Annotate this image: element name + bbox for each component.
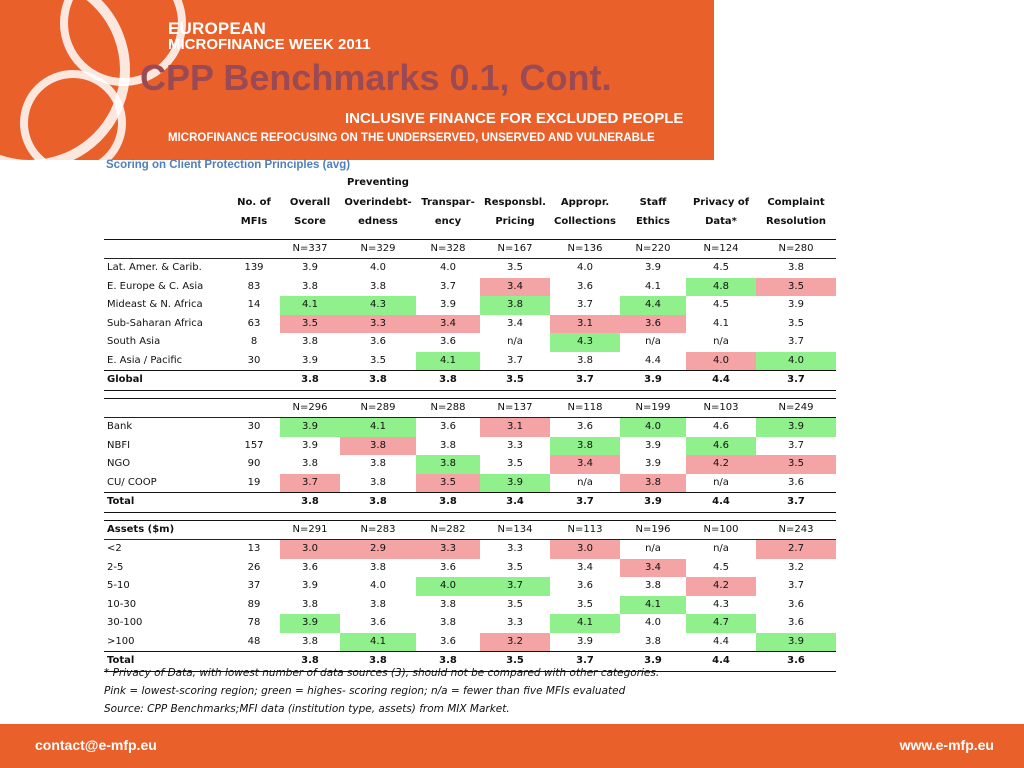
score-cell: 3.9 [645, 262, 661, 274]
total-cell: 3.8 [340, 493, 416, 513]
score-cell: 3.6 [370, 336, 386, 348]
score-cell: 3.7 [440, 280, 456, 292]
score-cell: 3.7 [788, 580, 804, 592]
score-cell: 3.8 [302, 458, 318, 470]
row-label: <2 [107, 543, 122, 555]
score-cell: 3.9 [788, 299, 804, 311]
table-row [104, 596, 836, 615]
score-cell: 3.8 [480, 296, 550, 315]
score-cell: 3.6 [788, 617, 804, 629]
score-cell: 3.9 [302, 262, 318, 274]
score-cell: 3.1 [480, 418, 550, 437]
row-label: NGO [107, 458, 131, 470]
score-cell: 3.8 [370, 280, 386, 292]
sample-size-cell: N=291 [280, 520, 340, 540]
sample-size-cell: N=118 [550, 398, 620, 418]
score-cell: 2.7 [756, 540, 836, 559]
column-header-cell: Overall [289, 196, 331, 208]
score-cell: 3.6 [440, 561, 456, 573]
score-cell: 3.8 [550, 437, 620, 456]
table-row [104, 540, 836, 559]
score-cell: 3.8 [302, 280, 318, 292]
score-cell: 78 [247, 617, 261, 629]
score-cell: 3.6 [440, 421, 456, 433]
sample-size-cell: N=329 [340, 239, 416, 259]
score-cell: 4.1 [340, 633, 416, 652]
score-cell: 3.5 [507, 561, 523, 573]
table-row [104, 455, 836, 474]
score-cell: 4.0 [370, 580, 386, 592]
score-cell: 3.9 [280, 614, 340, 633]
total-cell [228, 493, 280, 513]
column-header-cell: Complaint [767, 196, 825, 208]
score-cell: 3.9 [577, 635, 593, 647]
score-cell: 83 [247, 280, 261, 292]
event-name-line2: MICROFINANCE WEEK 2011 [168, 36, 371, 53]
score-cell: 4.4 [620, 296, 686, 315]
footnote-legend: Pink = lowest-scoring region; green = highes- scoring region; n/a = fewer than five MFIs evaluated [104, 685, 626, 697]
score-cell: 4.0 [620, 418, 686, 437]
total-cell: 3.9 [620, 371, 686, 391]
score-cell: 4.2 [686, 455, 756, 474]
score-cell: 13 [247, 543, 261, 555]
score-cell: 3.8 [620, 474, 686, 493]
score-cell: 4.1 [550, 614, 620, 633]
score-cell: 3.7 [788, 336, 804, 348]
total-label: Global [104, 371, 228, 391]
score-cell: 3.8 [440, 439, 456, 451]
total-cell: 3.8 [416, 371, 480, 391]
sample-size-cell: N=282 [416, 520, 480, 540]
table-body [104, 173, 836, 671]
table-row [104, 559, 836, 578]
sample-size-row [104, 398, 836, 418]
sample-size-cell: N=137 [480, 398, 550, 418]
total-cell: 3.8 [416, 493, 480, 513]
total-cell: 3.9 [620, 652, 686, 672]
total-row [104, 493, 836, 513]
score-cell: 3.5 [577, 598, 593, 610]
footnotes [104, 664, 659, 718]
score-cell: 139 [244, 262, 264, 274]
score-cell: 3.3 [416, 540, 480, 559]
section-divider-cell [104, 232, 836, 240]
row-label: South Asia [107, 336, 161, 348]
score-cell: 3.4 [620, 559, 686, 578]
score-cell: 3.6 [302, 561, 318, 573]
column-header-cell: No. of [237, 196, 271, 208]
row-label: Mideast & N. Africa [107, 299, 203, 311]
score-cell: 3.8 [788, 262, 804, 274]
score-cell: 19 [247, 476, 261, 488]
score-cell: 4.5 [713, 299, 729, 311]
total-cell: 3.5 [480, 371, 550, 391]
score-cell: 3.5 [507, 598, 523, 610]
sample-size-cell: N=249 [756, 398, 836, 418]
table-row [104, 259, 836, 278]
column-header-cell: Transpar- [421, 196, 475, 208]
score-cell: 4.3 [713, 598, 729, 610]
table-row [104, 296, 836, 315]
sample-size-row [104, 239, 836, 259]
score-cell: 3.2 [480, 633, 550, 652]
table-row [104, 315, 836, 334]
table-row [104, 352, 836, 371]
score-cell: 3.8 [645, 635, 661, 647]
sample-size-cell: N=167 [480, 239, 550, 259]
row-label: CU/ COOP [107, 476, 157, 488]
table-row [104, 437, 836, 456]
score-cell: 3.8 [416, 455, 480, 474]
score-cell: 3.5 [507, 458, 523, 470]
score-cell: 3.9 [756, 418, 836, 437]
score-cell: 3.4 [480, 278, 550, 297]
score-cell: 3.7 [280, 474, 340, 493]
sample-size-cell: N=196 [620, 520, 686, 540]
total-cell: 3.7 [550, 493, 620, 513]
score-cell: 8 [250, 336, 258, 348]
row-label: >100 [107, 635, 135, 647]
row-label: 2-5 [107, 561, 124, 573]
score-cell: 3.6 [620, 315, 686, 334]
row-label: E. Europe & C. Asia [107, 280, 204, 292]
score-cell: 30 [247, 354, 261, 366]
sample-size-cell [228, 239, 280, 259]
row-label: Sub-Saharan Africa [107, 317, 203, 329]
score-cell: 90 [247, 458, 261, 470]
score-cell: 4.1 [340, 418, 416, 437]
score-cell: 3.8 [340, 437, 416, 456]
column-header-cell: Data* [705, 216, 737, 228]
score-cell: 3.6 [788, 476, 804, 488]
column-header-cell [104, 212, 228, 232]
score-cell: 4.3 [340, 296, 416, 315]
score-cell: 3.5 [788, 317, 804, 329]
sample-size-cell: N=337 [280, 239, 340, 259]
score-cell: 3.4 [416, 315, 480, 334]
score-cell: 4.4 [713, 635, 729, 647]
score-cell: 4.6 [686, 437, 756, 456]
score-cell: 4.4 [645, 354, 661, 366]
section-label: Assets ($m) [104, 520, 228, 540]
table-row [104, 614, 836, 633]
sample-size-cell: N=103 [686, 398, 756, 418]
footer-bar [0, 724, 1024, 768]
score-cell: 3.5 [370, 354, 386, 366]
score-cell: 3.9 [480, 474, 550, 493]
row-label: Bank [107, 421, 133, 433]
total-row [104, 371, 836, 391]
column-header-cell: Collections [554, 216, 616, 228]
benchmark-table-container [104, 157, 836, 672]
score-cell: 3.5 [416, 474, 480, 493]
score-cell: 3.3 [340, 315, 416, 334]
score-cell: 3.5 [507, 262, 523, 274]
column-header-cell [620, 173, 686, 193]
score-cell: 3.9 [280, 418, 340, 437]
column-header-cell: Privacy of [692, 196, 750, 208]
score-cell: 4.0 [416, 577, 480, 596]
score-cell: 2.9 [340, 540, 416, 559]
score-cell: 26 [247, 561, 261, 573]
total-cell: 4.4 [686, 493, 756, 513]
contact-email-link[interactable]: contact@e-mfp.eu [35, 737, 157, 753]
score-cell: 4.6 [713, 421, 729, 433]
score-cell: 3.8 [440, 617, 456, 629]
score-cell: 48 [247, 635, 261, 647]
row-label: 5-10 [107, 580, 130, 592]
column-header-row [104, 173, 836, 193]
column-header-cell: edness [358, 216, 398, 228]
score-cell: n/a [577, 476, 593, 488]
score-cell: 3.8 [302, 336, 318, 348]
column-header-cell: Overindebt- [344, 196, 412, 208]
total-cell: 3.8 [280, 493, 340, 513]
score-cell: 3.8 [302, 635, 318, 647]
cpp-scores-table [104, 173, 836, 672]
sample-size-cell: N=220 [620, 239, 686, 259]
column-header-cell: Resolution [765, 216, 827, 228]
score-cell: 3.8 [302, 598, 318, 610]
sample-size-cell: N=288 [416, 398, 480, 418]
total-cell: 3.8 [340, 652, 416, 672]
column-header-cell [480, 173, 550, 193]
score-cell: 3.6 [577, 421, 593, 433]
score-cell: 3.3 [507, 617, 523, 629]
score-cell: 4.1 [280, 296, 340, 315]
score-cell: 3.0 [280, 540, 340, 559]
row-label: Lat. Amer. & Carib. [107, 262, 202, 274]
column-header-cell [550, 173, 620, 193]
sample-size-cell [228, 398, 280, 418]
tagline-primary: INCLUSIVE FINANCE FOR EXCLUDED PEOPLE [345, 110, 684, 127]
total-cell: 3.7 [550, 652, 620, 672]
score-cell: 4.0 [645, 617, 661, 629]
score-cell: 3.4 [550, 455, 620, 474]
column-header-row [104, 193, 836, 213]
score-cell: 4.0 [756, 352, 836, 371]
footnote-source: Source: CPP Benchmarks;MFI data (institution type, assets) from MIX Market. [104, 703, 510, 715]
score-cell: 4.8 [686, 278, 756, 297]
table-row [104, 577, 836, 596]
total-cell [228, 371, 280, 391]
total-cell: 3.9 [620, 493, 686, 513]
score-cell: 3.6 [440, 336, 456, 348]
score-cell: 3.8 [370, 598, 386, 610]
table-row [104, 633, 836, 652]
column-header-cell [416, 173, 480, 193]
sample-size-row [104, 520, 836, 540]
table-row [104, 333, 836, 352]
section-divider-cell [104, 512, 836, 520]
column-header-cell: Appropr. [560, 196, 610, 208]
score-cell: n/a [645, 543, 661, 555]
score-cell: 3.9 [645, 458, 661, 470]
total-cell: 3.4 [480, 493, 550, 513]
score-cell: 4.1 [416, 352, 480, 371]
score-cell: 3.7 [480, 577, 550, 596]
score-cell: 3.1 [550, 315, 620, 334]
score-cell: 3.6 [788, 598, 804, 610]
score-cell: 3.5 [756, 278, 836, 297]
total-label: Total [104, 652, 228, 672]
score-cell: 4.7 [686, 614, 756, 633]
sample-size-cell: N=243 [756, 520, 836, 540]
score-cell: 3.7 [788, 439, 804, 451]
sample-size-cell: N=328 [416, 239, 480, 259]
table-row [104, 474, 836, 493]
total-cell: 4.4 [686, 371, 756, 391]
column-header-cell: Staff [639, 196, 667, 208]
score-cell: 3.3 [507, 543, 523, 555]
total-cell: 3.7 [756, 371, 836, 391]
column-header-cell [228, 173, 280, 193]
total-cell: 3.7 [756, 493, 836, 513]
column-header-cell [104, 173, 228, 193]
event-name-line1: EUROPEAN [168, 19, 266, 38]
row-label: 10-30 [107, 598, 137, 610]
total-cell: 3.6 [756, 652, 836, 672]
score-cell: 4.2 [686, 577, 756, 596]
score-cell: 89 [247, 598, 261, 610]
score-cell: 3.7 [577, 299, 593, 311]
score-cell: 3.4 [507, 317, 523, 329]
sample-size-cell: N=283 [340, 520, 416, 540]
total-cell: 4.4 [686, 652, 756, 672]
score-cell: 3.8 [440, 598, 456, 610]
score-cell: 3.3 [507, 439, 523, 451]
section-divider-cell [104, 390, 836, 398]
header-banner [0, 0, 714, 160]
sample-size-cell: N=113 [550, 520, 620, 540]
total-cell: 3.8 [416, 652, 480, 672]
score-cell: 4.0 [686, 352, 756, 371]
sample-size-cell: N=134 [480, 520, 550, 540]
score-cell: 4.1 [620, 596, 686, 615]
column-header-cell: ency [434, 216, 462, 228]
column-header-cell [280, 173, 340, 193]
total-cell: 3.8 [280, 652, 340, 672]
score-cell: 3.8 [370, 458, 386, 470]
score-cell: 3.9 [302, 354, 318, 366]
score-cell: 3.6 [577, 280, 593, 292]
total-cell: 3.5 [480, 652, 550, 672]
score-cell: n/a [507, 336, 523, 348]
section-label [104, 239, 228, 259]
score-cell: 4.5 [713, 561, 729, 573]
score-cell: 3.9 [302, 439, 318, 451]
score-cell: 3.9 [645, 439, 661, 451]
sample-size-cell: N=289 [340, 398, 416, 418]
sample-size-cell: N=296 [280, 398, 340, 418]
column-header-row [104, 212, 836, 232]
score-cell: 157 [244, 439, 264, 451]
score-cell: 3.6 [577, 580, 593, 592]
score-cell: 3.7 [507, 354, 523, 366]
total-cell: 3.7 [550, 371, 620, 391]
score-cell: 3.6 [440, 635, 456, 647]
column-header-cell: Pricing [495, 216, 535, 228]
score-cell: 3.8 [577, 354, 593, 366]
sample-size-cell: N=136 [550, 239, 620, 259]
sample-size-cell [228, 520, 280, 540]
score-cell: 3.2 [788, 561, 804, 573]
score-cell: 3.0 [550, 540, 620, 559]
score-cell: n/a [713, 476, 729, 488]
sample-size-cell: N=199 [620, 398, 686, 418]
score-cell: 4.5 [713, 262, 729, 274]
total-label: Total [104, 493, 228, 513]
table-row [104, 418, 836, 437]
sample-size-cell: N=280 [756, 239, 836, 259]
score-cell: 3.8 [370, 561, 386, 573]
score-cell: n/a [645, 336, 661, 348]
table-row [104, 278, 836, 297]
score-cell: n/a [713, 543, 729, 555]
sample-size-cell: N=124 [686, 239, 756, 259]
tagline-secondary: MICROFINANCE REFOCUSING ON THE UNDERSERVED, UNSERVED AND VULNERABLE [168, 132, 655, 144]
score-cell: 37 [247, 580, 261, 592]
score-cell: 3.5 [756, 455, 836, 474]
score-cell: 4.1 [713, 317, 729, 329]
section-divider [104, 232, 836, 240]
website-link[interactable]: www.e-mfp.eu [899, 737, 994, 753]
section-divider [104, 512, 836, 520]
row-label: 30-100 [107, 617, 143, 629]
column-header-cell: MFIs [240, 216, 268, 228]
score-cell: 4.0 [440, 262, 456, 274]
table-title: Scoring on Client Protection Principles (avg) [106, 159, 351, 171]
score-cell: 3.5 [280, 315, 340, 334]
score-cell: 3.4 [577, 561, 593, 573]
section-divider [104, 390, 836, 398]
score-cell: 3.8 [645, 580, 661, 592]
row-label: E. Asia / Pacific [107, 354, 183, 366]
score-cell: n/a [713, 336, 729, 348]
score-cell: 3.9 [302, 580, 318, 592]
sample-size-cell: N=100 [686, 520, 756, 540]
score-cell: 4.0 [370, 262, 386, 274]
total-cell: 3.8 [280, 371, 340, 391]
score-cell: 3.9 [440, 299, 456, 311]
total-cell: 3.8 [340, 371, 416, 391]
column-header-cell [756, 173, 836, 193]
score-cell: 4.0 [577, 262, 593, 274]
column-header-cell: Responsbl. [484, 196, 546, 208]
column-header-cell [104, 193, 228, 213]
score-cell: 4.1 [645, 280, 661, 292]
score-cell: 3.6 [370, 617, 386, 629]
section-label [104, 398, 228, 418]
footnote-privacy: * Privacy of Data, with lowest number of data sources (3), should not be compared with other categories. [104, 667, 660, 679]
score-cell: 3.9 [756, 633, 836, 652]
row-label: NBFI [107, 439, 131, 451]
column-header-cell: Ethics [635, 216, 671, 228]
score-cell: 14 [247, 299, 261, 311]
slide-title: CPP Benchmarks 0.1, Cont. [140, 57, 612, 98]
score-cell: 3.8 [370, 476, 386, 488]
column-header-cell [686, 173, 756, 193]
score-cell: 30 [247, 421, 261, 433]
score-cell: 63 [247, 317, 261, 329]
score-cell: 4.3 [550, 333, 620, 352]
column-header-cell: Preventing [347, 177, 409, 189]
column-header-cell: Score [294, 216, 326, 228]
